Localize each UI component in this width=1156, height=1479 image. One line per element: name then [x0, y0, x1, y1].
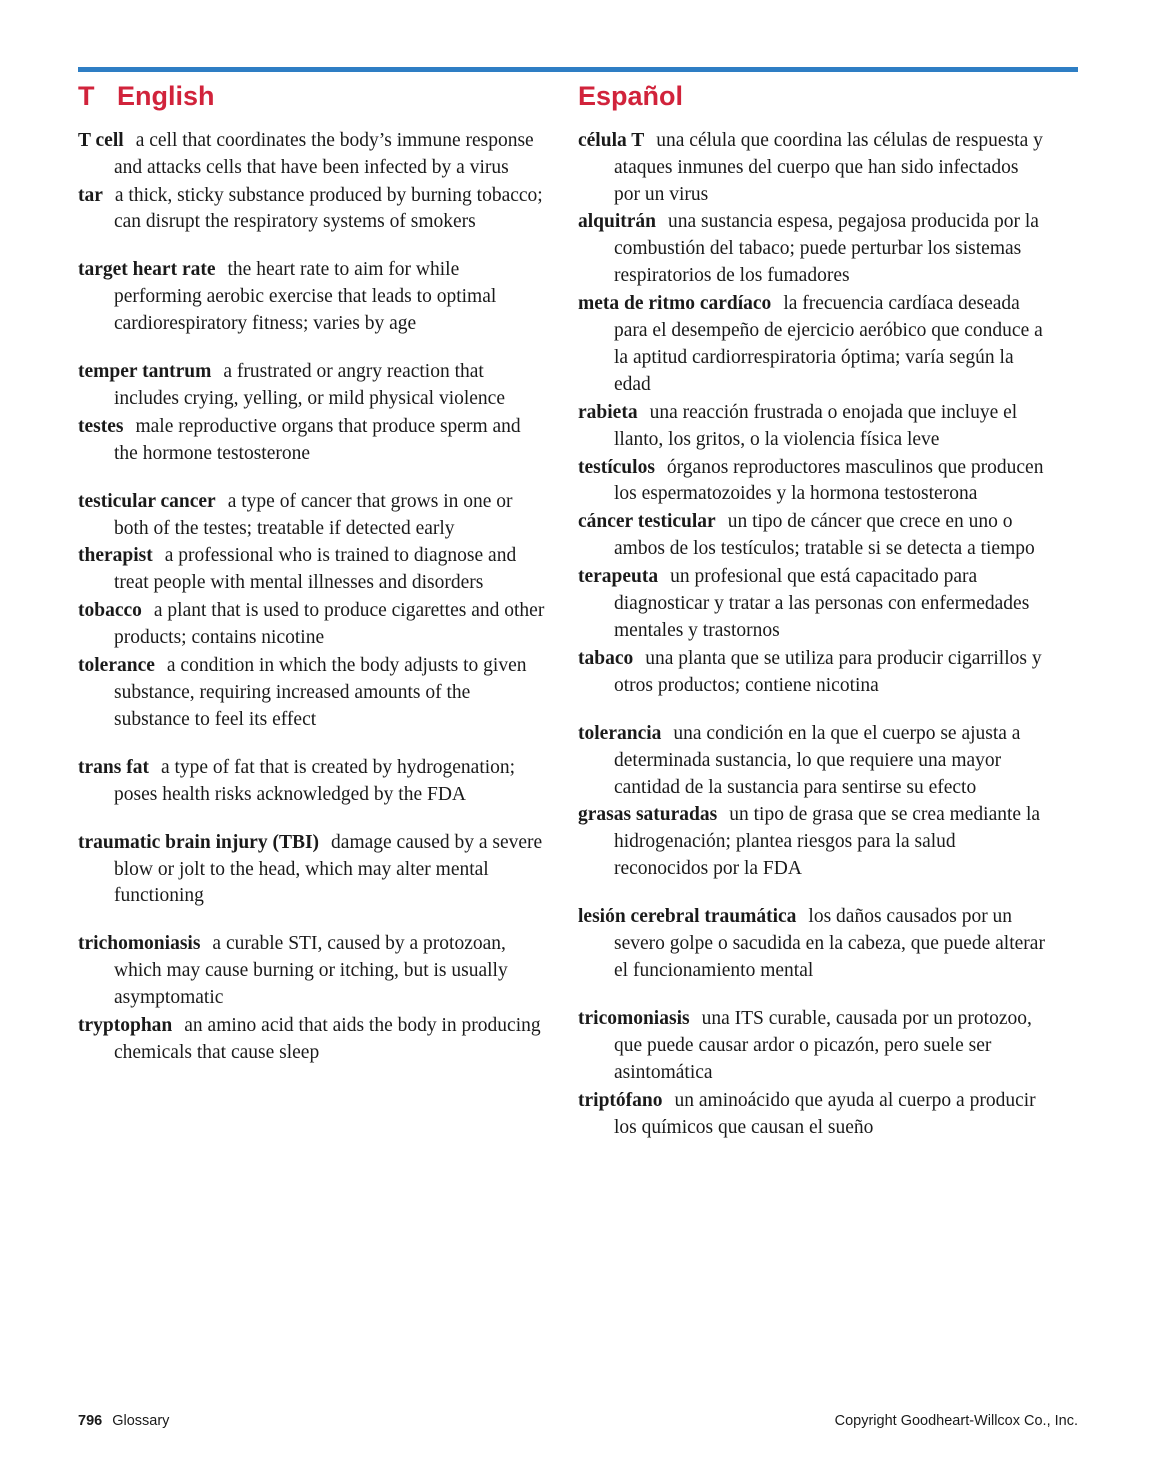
glossary-term: testes [78, 415, 124, 437]
english-heading-label: English [117, 81, 215, 111]
footer-left [78, 1413, 169, 1429]
glossary-entry [78, 359, 548, 413]
entry-spacer [78, 339, 548, 359]
glossary-term: meta de ritmo cardíaco [578, 293, 772, 315]
glossary-definition: male reproductive organs that produce sperm and the hormone testosterone [114, 415, 521, 464]
glossary-term: triptófano [578, 1089, 663, 1111]
glossary-entry [78, 183, 548, 237]
glossary-entry [78, 830, 548, 911]
glossary-term: T cell [78, 129, 124, 151]
glossary-entry [578, 209, 1048, 290]
glossary-term: testicular cancer [78, 490, 216, 512]
glossary-definition: a type of cancer that grows in one or both of the testes; treatable if detected early [114, 490, 513, 539]
entry-spacer [78, 810, 548, 830]
glossary-definition: una reacción frustrada o enojada que incluye el llanto, los gritos, o la violencia física leve [614, 401, 1018, 450]
glossary-entry [578, 1088, 1048, 1142]
entry-spacer [78, 911, 548, 931]
glossary-term: temper tantrum [78, 361, 212, 383]
glossary-term: trans fat [78, 756, 149, 778]
spanish-entry-list [578, 128, 1048, 1142]
section-letter: T [78, 81, 95, 111]
glossary-entry [78, 489, 548, 543]
glossary-term: trichomoniasis [78, 933, 201, 955]
glossary-definition: una condición en la que el cuerpo se ajusta a determinada sustancia, lo que requiere una mayor cantidad de la sustancia para sentirse su efecto [614, 722, 1021, 798]
glossary-term: testículos [578, 456, 655, 478]
entry-spacer [78, 469, 548, 489]
glossary-definition: a thick, sticky substance produced by burning tobacco; can disrupt the respiratory systems of smokers [114, 184, 543, 233]
glossary-definition: a curable STI, caused by a protozoan, which may cause burning or itching, but is usually asymptomatic [114, 933, 508, 1009]
glossary-entry [78, 598, 548, 652]
spanish-column-heading: Español [578, 81, 684, 111]
glossary-definition: una ITS curable, causada por un protozoo, que puede causar ardor o picazón, pero suele ser asintomática [614, 1007, 1032, 1083]
glossary-entry [78, 414, 548, 468]
glossary-term: tobacco [78, 600, 142, 622]
glossary-definition: un profesional que está capacitado para diagnosticar y tratar a las personas con enfermedades mentales y trastornos [614, 566, 1030, 641]
glossary-term: tar [78, 184, 103, 206]
glossary-entry [578, 564, 1048, 645]
header-rule [78, 67, 1078, 72]
glossary-entry [78, 257, 548, 338]
glossary-term: tabaco [578, 647, 634, 669]
glossary-term: rabieta [578, 401, 638, 423]
glossary-entry [78, 128, 548, 182]
glossary-entry [578, 721, 1048, 802]
glossary-definition: the heart rate to aim for while performing aerobic exercise that leads to optimal cardiorespiratory fitness; varies by age [114, 259, 497, 335]
glossary-definition: an amino acid that aids the body in producing chemicals that cause sleep [114, 1015, 541, 1063]
spanish-column [578, 82, 1048, 1142]
entry-spacer [578, 701, 1048, 721]
glossary-term: alquitrán [578, 211, 657, 233]
glossary-term: therapist [78, 545, 153, 567]
glossary-columns [78, 82, 1078, 1142]
glossary-term: traumatic brain injury (TBI) [78, 831, 320, 853]
glossary-entry [78, 543, 548, 597]
glossary-entry [578, 904, 1048, 985]
footer-copyright: Copyright Goodheart-Willcox Co., Inc. [834, 1413, 1078, 1429]
english-entry-list [78, 128, 548, 1067]
entry-spacer [78, 735, 548, 755]
english-column [78, 82, 548, 1142]
glossary-definition: a plant that is used to produce cigarettes and other products; contains nicotine [114, 600, 545, 649]
glossary-term: target heart rate [78, 259, 216, 281]
glossary-definition: una célula que coordina las células de respuesta y ataques inmunes del cuerpo que han sido infectados por un virus [614, 129, 1043, 205]
glossary-definition: a type of fat that is created by hydrogenation; poses health risks acknowledged by the FDA [114, 756, 516, 805]
glossary-entry [78, 1013, 548, 1067]
glossary-entry [578, 1006, 1048, 1087]
glossary-entry [78, 931, 548, 1012]
glossary-entry [578, 455, 1048, 509]
glossary-entry [78, 755, 548, 809]
english-column-heading [78, 82, 548, 112]
glossary-entry [578, 509, 1048, 563]
glossary-term: célula T [578, 129, 645, 151]
glossary-definition: damage caused by a severe blow or jolt to the head, which may alter mental functioning [114, 831, 543, 907]
entry-spacer [578, 884, 1048, 904]
glossary-entry [578, 291, 1048, 399]
entry-spacer [578, 986, 1048, 1006]
glossary-definition: un aminoácido que ayuda al cuerpo a producir los químicos que causan el sueño [614, 1089, 1036, 1138]
glossary-term: tolerance [78, 655, 155, 677]
entry-spacer [78, 237, 548, 257]
page-footer [78, 1413, 1078, 1429]
glossary-term: tryptophan [78, 1015, 173, 1037]
glossary-term: grasas saturadas [578, 804, 718, 826]
glossary-definition: los daños causados por un severo golpe o sacudida en la cabeza, que puede alterar el funcionamiento mental [614, 906, 1045, 981]
glossary-entry [578, 400, 1048, 454]
page-number: 796 [78, 1413, 103, 1429]
glossary-definition: un tipo de grasa que se crea mediante la hidrogenación; plantea riesgos para la salud reconocidos por la FDA [614, 804, 1041, 880]
glossary-definition: a professional who is trained to diagnose and treat people with mental illnesses and disorders [114, 545, 517, 594]
glossary-entry [78, 653, 548, 734]
glossary-definition: a condition in which the body adjusts to given substance, requiring increased amounts of the substance to feel its effect [114, 655, 527, 730]
glossary-term: tolerancia [578, 722, 662, 744]
glossary-definition: la frecuencia cardíaca deseada para el desempeño de ejercicio aeróbico que conduce a la aptitud cardiorrespiratoria óptima; varía según la edad [614, 293, 1043, 395]
glossary-definition: a frustrated or angry reaction that includes crying, yelling, or mild physical violence [114, 361, 505, 409]
glossary-entry [578, 128, 1048, 209]
glossary-entry [578, 646, 1048, 700]
glossary-definition: una planta que se utiliza para producir cigarrillos y otros productos; contiene nicotina [614, 647, 1042, 696]
footer-section-label: Glossary [112, 1413, 170, 1429]
glossary-term: lesión cerebral traumática [578, 906, 797, 928]
glossary-term: tricomoniasis [578, 1007, 690, 1029]
glossary-entry [578, 802, 1048, 883]
glossary-definition: a cell that coordinates the body’s immune response and attacks cells that have been infected by a virus [114, 129, 534, 178]
glossary-definition: una sustancia espesa, pegajosa producida por la combustión del tabaco; puede perturbar los sistemas respiratorios de los fumadores [614, 211, 1039, 287]
glossary-definition: un tipo de cáncer que crece en uno o ambos de los testículos; tratable si se detecta a tiempo [614, 511, 1035, 560]
glossary-term: cáncer testicular [578, 511, 716, 533]
glossary-definition: órganos reproductores masculinos que producen los espermatozoides y la hormona testosterona [614, 456, 1044, 505]
glossary-term: terapeuta [578, 566, 659, 588]
